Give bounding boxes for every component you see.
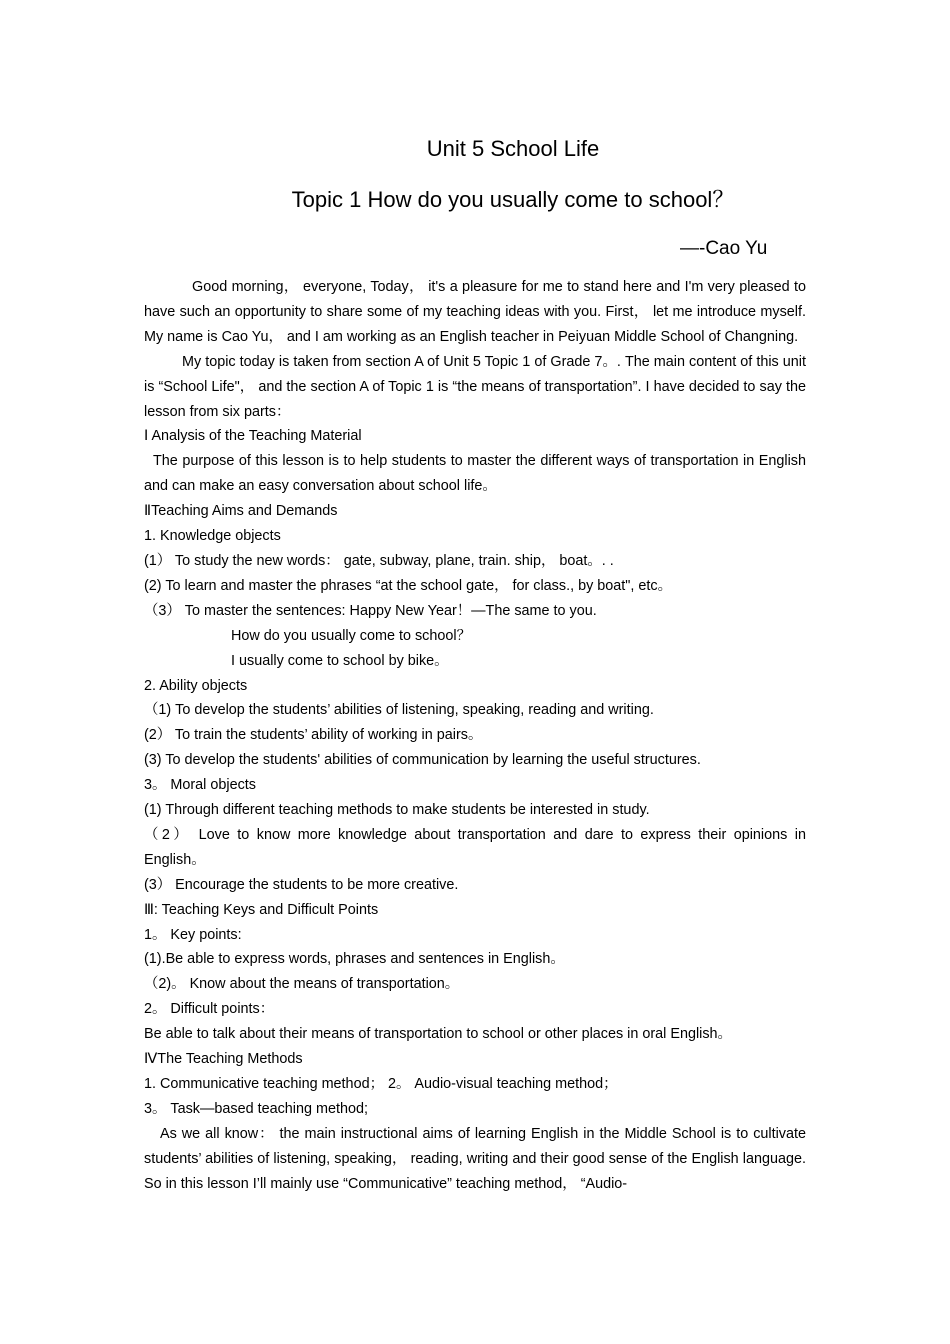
document-title: Unit 5 School Life <box>426 136 600 161</box>
list-item: 3。 Task—based teaching method; <box>144 1100 368 1117</box>
document-body <box>144 275 806 1197</box>
paragraph-intro: Good morning， everyone, Today， it's a pleasure for me to stand here and I'm very pleased to have such an opportunity to share some of my teaching ideas with you. First， let me introduce myself. My name is Cao Yu， and I am working as an English teacher in Peiyuan Middle School of Changning. <box>144 279 806 345</box>
list-item: (3) To develop the students' abilities of communication by learning the useful structures. <box>144 752 701 769</box>
list-item: 1. Communicative teaching method； 2。 Audio-visual teaching method； <box>144 1076 618 1092</box>
list-item: （3） To master the sentences: Happy New Year！—The same to you. <box>144 602 597 619</box>
list-item: Be able to talk about their means of transportation to school or other places in oral English。 <box>144 1026 732 1043</box>
list-item: （2） Love to know more knowledge about transportation and dare to express their opinions in English。 <box>144 826 806 868</box>
paragraph-purpose: The purpose of this lesson is to help students to master the different ways of transportation in English and can make an easy conversation about school life。 <box>144 453 806 495</box>
list-item: (2) To learn and master the phrases “at the school gate， for class., by boat", etc。 <box>144 577 672 594</box>
subheading-key-points: 1。 Key points: <box>144 926 242 943</box>
list-item: （2)。 Know about the means of transportation。 <box>144 976 460 993</box>
section-heading-1: Ⅰ Analysis of the Teaching Material <box>144 428 362 445</box>
list-item: (1).Be able to express words, phrases and sentences in English。 <box>144 951 565 968</box>
subheading-ability: 2. Ability objects <box>144 677 248 694</box>
example-sentence: How do you usually come to school？ <box>231 627 471 644</box>
section-heading-4: ⅣThe Teaching Methods <box>144 1051 303 1068</box>
paragraph-methods: As we all know： the main instructional aims of learning English in the Middle School is to cultivate students’ abilities of listening, speaking， reading, writing and their good sense of the English language. So in this lesson I’ll mainly use “Communicative” teaching method， “Audio- <box>144 1125 806 1192</box>
example-sentence: I usually come to school by bike。 <box>231 652 449 669</box>
subheading-knowledge: 1. Knowledge objects <box>144 528 281 545</box>
paragraph-topic: My topic today is taken from section A of Unit 5 Topic 1 of Grade 7。. The main content of this unit is “School Life"， and the section A of Topic 1 is “the means of transportation”. I have decided to say the lesson from six parts： <box>144 353 806 420</box>
list-item: (1） To study the new words： gate, subway, plane, train. ship， boat。. . <box>144 552 614 569</box>
list-item: (2） To train the students’ ability of working in pairs。 <box>144 727 483 744</box>
list-item: （1) To develop the students’ abilities of listening, speaking, reading and writing. <box>144 702 654 719</box>
subheading-moral: 3。 Moral objects <box>144 777 256 794</box>
section-heading-2: ⅡTeaching Aims and Demands <box>144 503 338 520</box>
subheading-difficult-points: 2。 Difficult points： <box>144 1001 275 1018</box>
list-item: (3） Encourage the students to be more creative. <box>144 876 459 893</box>
document-subtitle: Topic 1 How do you usually come to school？ <box>291 187 735 212</box>
section-heading-3: Ⅲ: Teaching Keys and Difficult Points <box>144 901 379 918</box>
author-line: —-Cao Yu <box>680 238 768 259</box>
list-item: (1) Through different teaching methods to make students be interested in study. <box>144 802 650 819</box>
